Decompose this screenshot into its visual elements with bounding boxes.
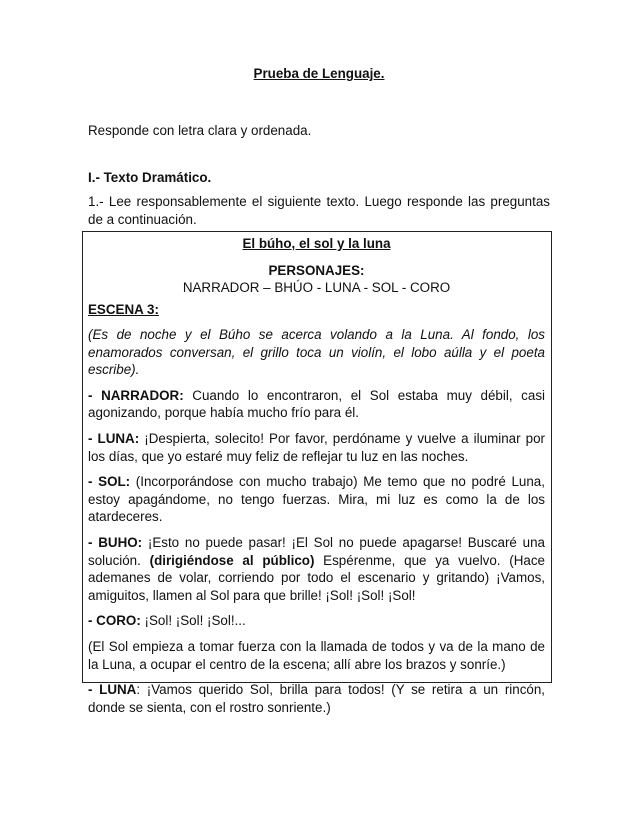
dialogue-buho <box>88 534 545 604</box>
dialogue-text: ¡Despierta, solecito! Por favor, perdóname y vuelve a iluminar por los días, que yo estaré muy feliz de reflejar tu luz en las noches. <box>88 430 545 464</box>
dialogue-text: : ¡Vamos querido Sol, brilla para todos! (Y se retira a un rincón, donde se sienta, con el rostro sonriente.) <box>88 682 546 715</box>
text-box <box>82 231 552 715</box>
story-title: El búho, el sol y la luna <box>242 236 391 251</box>
speaker-label: - LUNA <box>88 682 137 698</box>
dialogue-text: (Incorporándose con mucho trabajo) Me temo que no podré Luna, estoy apagándome, no tengo fuerzas. Mira, mi luz es como la de los atardeceres. <box>88 474 545 525</box>
page-title: Prueba de Lenguaje. <box>253 66 385 81</box>
dialogue-text: ¡Sol! ¡Sol! ¡Sol!... <box>140 613 246 629</box>
section-heading: I.- Texto Dramático. <box>88 170 212 185</box>
narration: (El Sol empieza a tomar fuerza con la llamada de todos y va de la mano de la Luna, a ocupar el centro de la escena; allí abre los brazos y sonríe.) <box>88 638 545 672</box>
characters-heading: PERSONAJES: <box>268 263 365 278</box>
dialogue-text-continued: Espérenme, que ya vuelvo. (Hace ademanes de volar, corriendo por todo el escenario y gritando) ¡Vamos, amiguitos, llamen al Sol para que brille! ¡Sol! ¡Sol! ¡Sol! <box>88 552 545 603</box>
stage-direction: (Es de noche y el Búho se acerca volando a la Luna. Al fondo, los enamorados conversan, el grillo toca un violín, el lobo aúlla y el poeta escribe). <box>88 327 545 378</box>
speaker-label: - CORO: <box>88 613 141 629</box>
dialogue-luna-final <box>88 681 545 716</box>
speaker-label: - SOL: <box>88 474 131 490</box>
speaker-label: - LUNA: <box>88 430 140 446</box>
aside-direction: (dirigiéndose al público) <box>149 552 315 568</box>
scene-heading: ESCENA 3: <box>88 302 159 317</box>
dialogue-sol <box>88 473 545 526</box>
characters-list: NARRADOR – BHÚO - LUNA - SOL - CORO <box>182 280 451 295</box>
instruction-text: 1.- Lee responsablemente el siguiente texto. Luego responde las preguntas de a continuación. <box>88 194 550 227</box>
dialogue-text: Cuando lo encontraron, el Sol estaba muy débil, casi agonizando, porque había mucho frío para él. <box>88 387 545 421</box>
dialogue-coro <box>88 612 545 630</box>
dialogue-narrador <box>88 387 545 422</box>
dialogue-text: ¡Esto no puede pasar! ¡El Sol no puede apagarse! Buscaré una solución. <box>88 534 545 568</box>
dialogue-luna <box>88 430 545 465</box>
speaker-label: - BUHO: <box>88 534 143 550</box>
speaker-label: - NARRADOR: <box>88 387 184 403</box>
intro-text: Responde con letra clara y ordenada. <box>88 123 312 138</box>
